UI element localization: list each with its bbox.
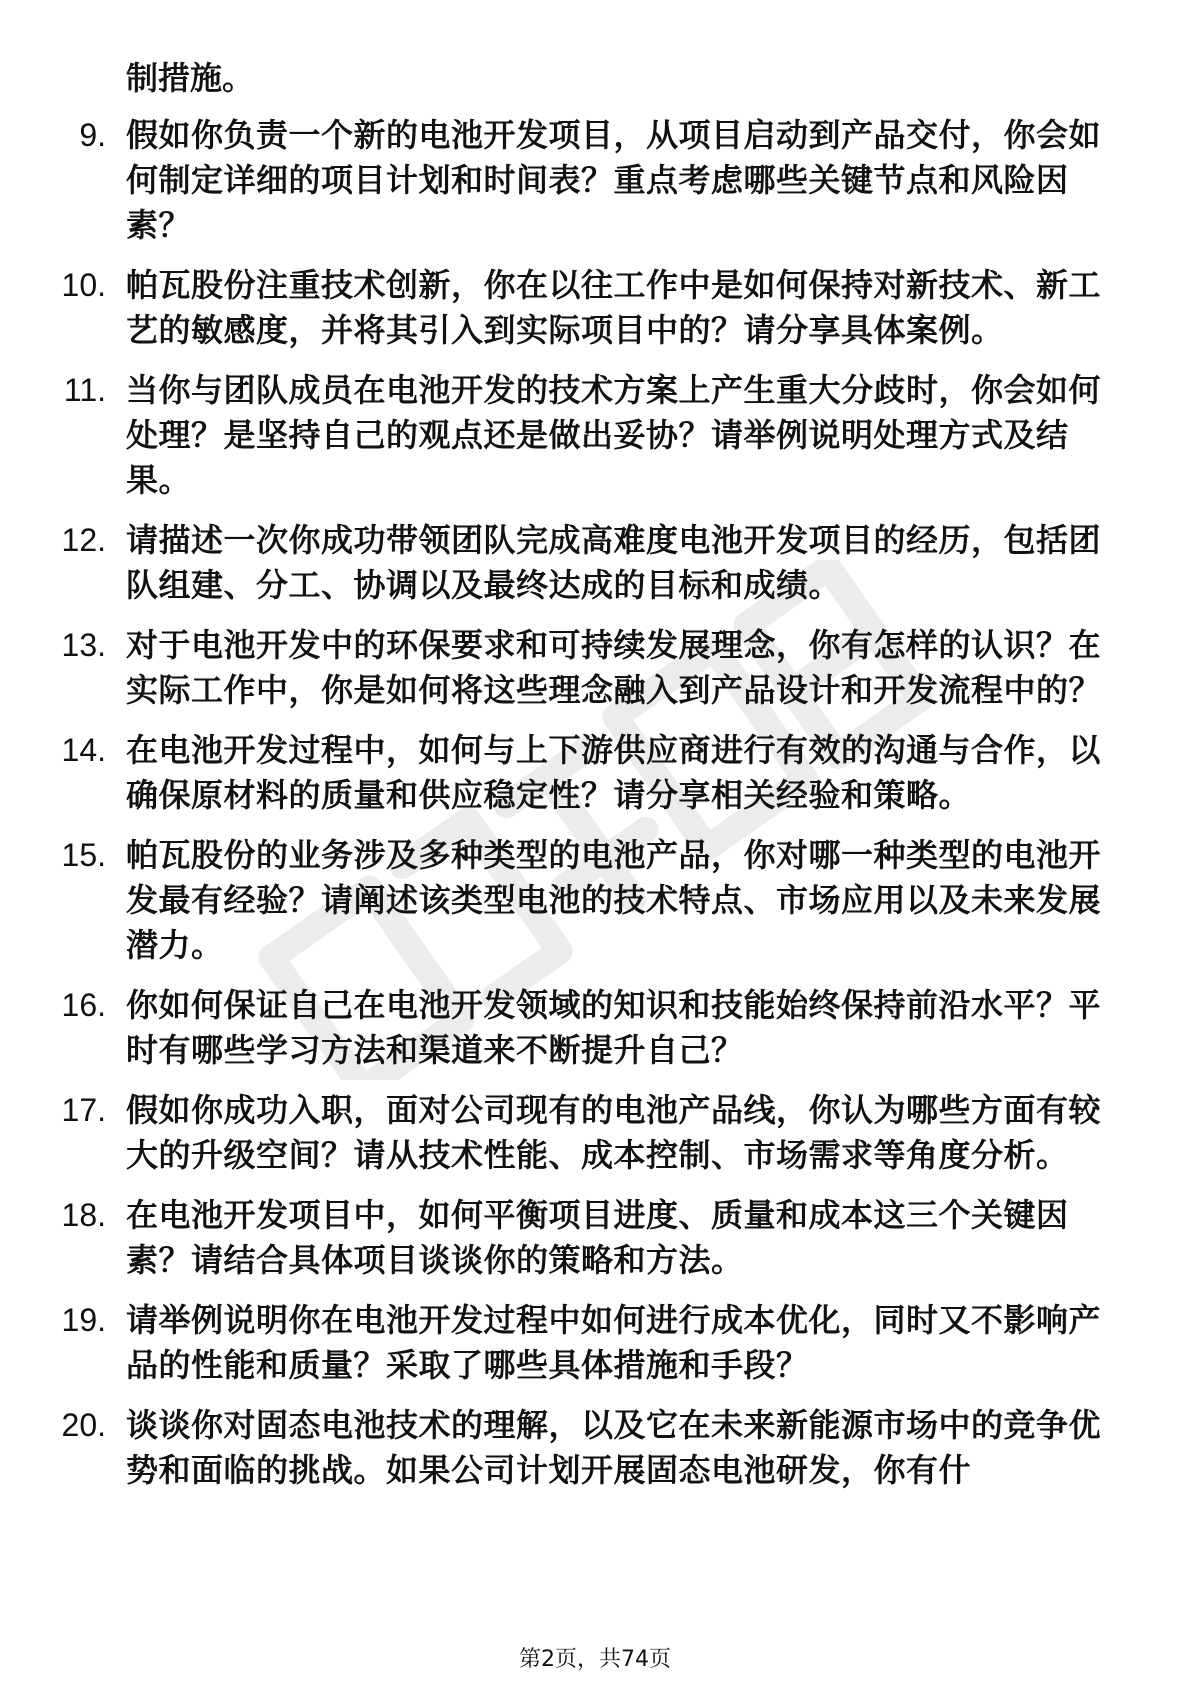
question-text: 谈谈你对固态电池技术的理解，以及它在未来新能源市场中的竞争优势和面临的挑战。如果公司计划开展固态电池研发，你有什 [126, 1406, 1102, 1489]
question-item [0, 1193, 1190, 1283]
question-number: 14. [61, 732, 106, 768]
question-text: 假如你成功入职，面对公司现有的电池产品线，你认为哪些方面有较大的升级空间？请从技术性能、成本控制、市场需求等角度分析。 [126, 1091, 1102, 1174]
question-text: 在电池开发项目中，如何平衡项目进度、质量和成本这三个关键因素？请结合具体项目谈谈你的策略和方法。 [126, 1196, 1069, 1279]
question-number: 16. [61, 987, 106, 1023]
question-text: 请描述一次你成功带领团队完成高难度电池开发项目的经历，包括团队组建、分工、协调以及最终达成的目标和成绩。 [126, 521, 1102, 604]
question-number: 15. [61, 837, 106, 873]
question-number: 19. [61, 1302, 106, 1338]
question-item [0, 368, 1190, 503]
question-number: 17. [61, 1092, 106, 1128]
page-footer: 第2页，共74页 [519, 1647, 671, 1672]
question-number: 13. [61, 627, 106, 663]
question-number: 11. [63, 372, 106, 408]
question-item [0, 728, 1190, 818]
question-number: 20. [61, 1407, 106, 1443]
question-text: 帕瓦股份的业务涉及多种类型的电池产品，你对哪一种类型的电池开发最有经验？请阐述该类型电池的技术特点、市场应用以及未来发展潜力。 [126, 836, 1102, 964]
question-text: 在电池开发过程中，如何与上下游供应商进行有效的沟通与合作，以确保原材料的质量和供应稳定性？请分享相关经验和策略。 [126, 731, 1102, 814]
question-text: 对于电池开发中的环保要求和可持续发展理念，你有怎样的认识？在实际工作中，你是如何将这些理念融入到产品设计和开发流程中的？ [126, 626, 1102, 709]
question-item [0, 518, 1190, 608]
question-number: 12. [61, 522, 106, 558]
question-item [0, 833, 1190, 968]
question-text: 你如何保证自己在电池开发领域的知识和技能始终保持前沿水平？平时有哪些学习方法和渠道来不断提升自己？ [126, 986, 1102, 1069]
question-item [0, 113, 1190, 248]
question-item [0, 1298, 1190, 1388]
question-item [0, 983, 1190, 1073]
question-number: 18. [61, 1197, 106, 1233]
question-text: 帕瓦股份注重技术创新，你在以往工作中是如何保持对新技术、新工艺的敏感度，并将其引入到实际项目中的？请分享具体案例。 [126, 266, 1102, 349]
question-item [0, 263, 1190, 353]
question-number: 9. [79, 117, 106, 153]
question-item [0, 1403, 1190, 1493]
question-number: 10. [61, 267, 106, 303]
question-text: 假如你负责一个新的电池开发项目，从项目启动到产品交付，你会如何制定详细的项目计划和时间表？重点考虑哪些关键节点和风险因素？ [126, 116, 1102, 244]
question-item [0, 623, 1190, 713]
question-list [0, 113, 1190, 1508]
question-text: 当你与团队成员在电池开发的技术方案上产生重大分歧时，你会如何处理？是坚持自己的观点还是做出妥协？请举例说明处理方式及结果。 [126, 371, 1102, 499]
question-item [0, 1088, 1190, 1178]
continuation-text: 制措施。 [126, 59, 255, 97]
question-text: 请举例说明你在电池开发过程中如何进行成本优化，同时又不影响产品的性能和质量？采取了哪些具体措施和手段？ [126, 1301, 1102, 1384]
